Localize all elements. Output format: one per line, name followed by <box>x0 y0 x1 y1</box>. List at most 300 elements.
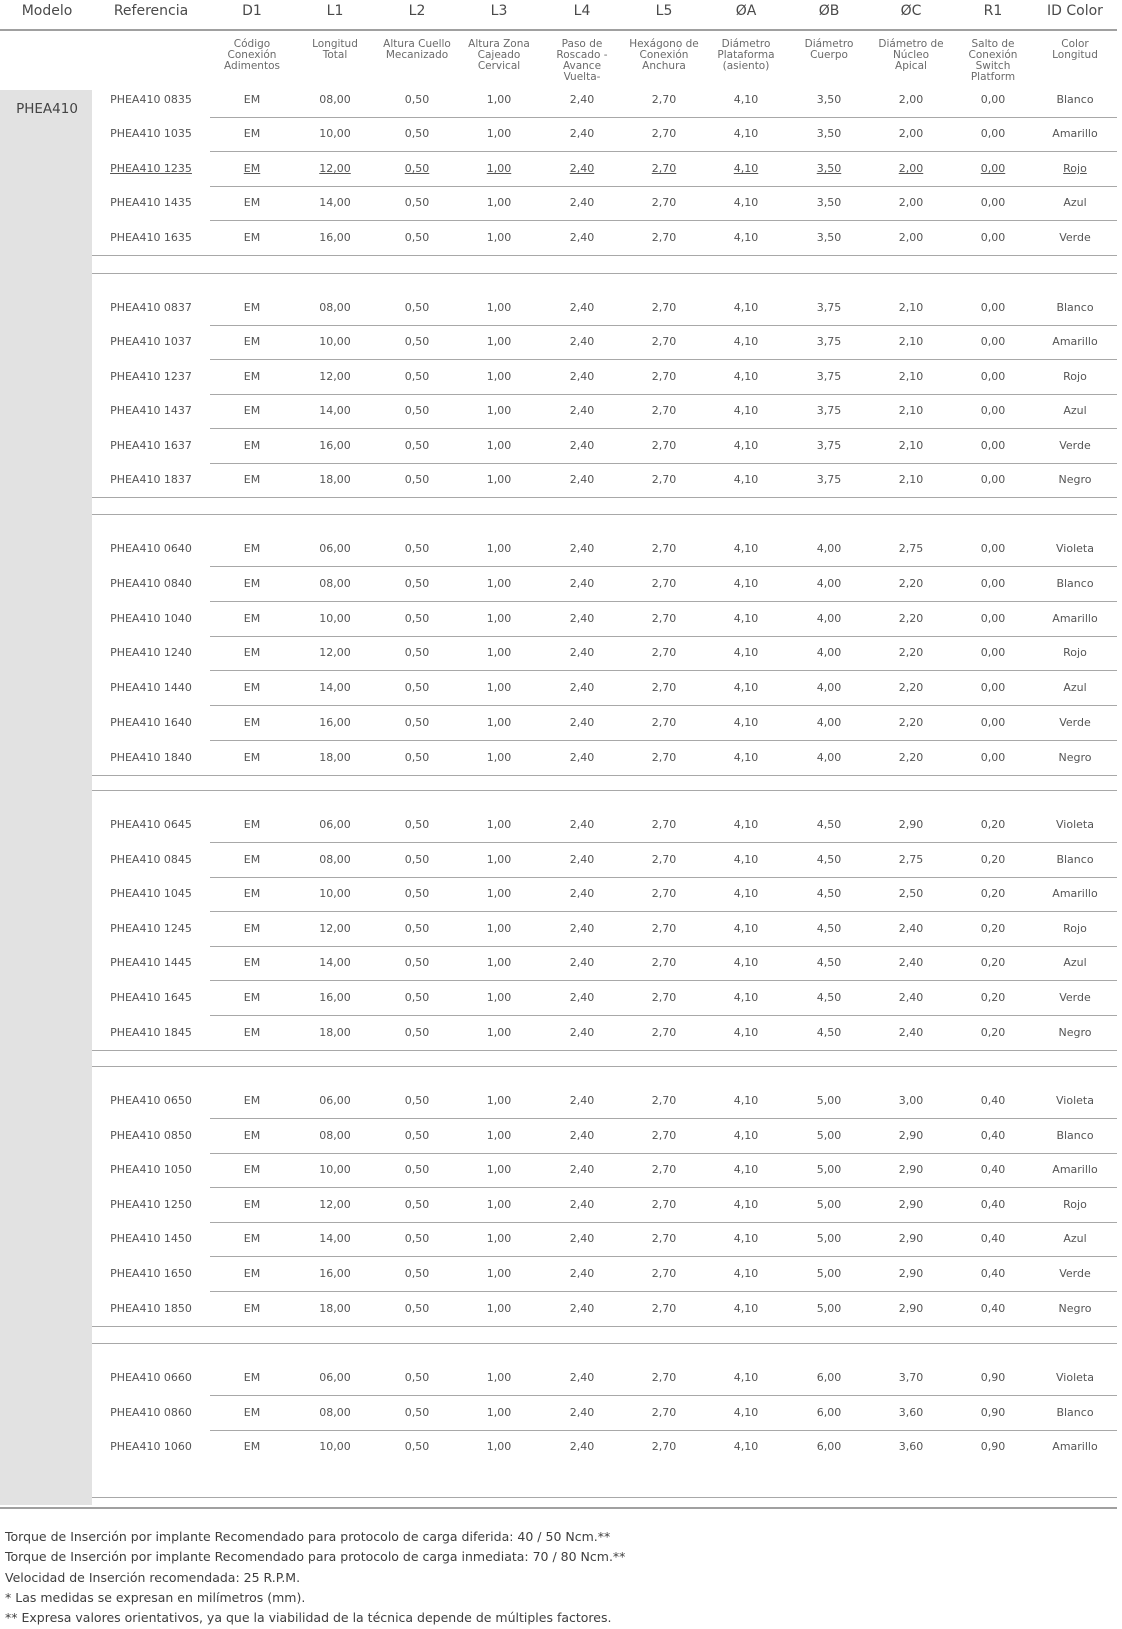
value-cell-r1: 0,40 <box>980 1198 1006 1211</box>
col-subheader-d1: Código Conexión Adimentos <box>224 38 280 72</box>
row-divider <box>210 601 1117 602</box>
value-cell-id: Azul <box>1063 1232 1087 1245</box>
value-cell-l4: 2,40 <box>569 1302 595 1315</box>
value-cell-l3: 1,00 <box>486 853 512 866</box>
value-cell-l2: 0,50 <box>404 1094 430 1107</box>
value-cell-ob: 4,00 <box>816 751 842 764</box>
value-cell-l4: 2,40 <box>569 404 595 417</box>
value-cell-l1: 10,00 <box>319 1163 351 1176</box>
value-cell-d1: EM <box>243 542 261 555</box>
col-header-oc: ØC <box>900 3 922 19</box>
value-cell-l5: 2,70 <box>651 1163 677 1176</box>
value-cell-l1: 16,00 <box>319 231 351 244</box>
value-cell-l4: 2,40 <box>569 1440 595 1453</box>
value-cell-r1: 0,00 <box>980 404 1006 417</box>
value-cell-l3: 1,00 <box>486 439 512 452</box>
value-cell-id: Amarillo <box>1052 1163 1098 1176</box>
value-cell-l2: 0,50 <box>404 439 430 452</box>
reference-cell: PHEA410 1037 <box>110 335 192 348</box>
reference-cell: PHEA410 1250 <box>110 1198 192 1211</box>
value-cell-d1: EM <box>243 473 261 486</box>
col-subheader-id: Color Longitud <box>1052 38 1098 61</box>
value-cell-id: Amarillo <box>1052 127 1098 140</box>
value-cell-l2: 0,50 <box>404 1406 430 1419</box>
value-cell-r1: 0,20 <box>980 818 1006 831</box>
value-cell-ob: 4,00 <box>816 681 842 694</box>
value-cell-oc: 2,00 <box>898 196 924 209</box>
value-cell-ob: 6,00 <box>816 1371 842 1384</box>
value-cell-d1: EM <box>243 404 261 417</box>
value-cell-l5: 2,70 <box>651 922 677 935</box>
value-cell-l5: 2,70 <box>651 1198 677 1211</box>
value-cell-l3: 1,00 <box>486 1026 512 1039</box>
value-cell-oa: 4,10 <box>733 439 759 452</box>
value-cell-id: Violeta <box>1056 1371 1094 1384</box>
row-divider <box>0 29 1117 31</box>
value-cell-l4: 2,40 <box>569 887 595 900</box>
value-cell-r1: 0,00 <box>980 577 1006 590</box>
value-cell-l4: 2,40 <box>569 577 595 590</box>
value-cell-d1: EM <box>243 127 261 140</box>
row-divider <box>92 790 1117 791</box>
value-cell-l4: 2,40 <box>569 542 595 555</box>
col-subheader-l4: Paso de Roscado -Avance Vuelta- <box>556 38 608 83</box>
value-cell-d1: EM <box>243 991 261 1004</box>
value-cell-ob: 3,75 <box>816 404 842 417</box>
value-cell-l1: 12,00 <box>319 1198 351 1211</box>
row-divider <box>210 566 1117 567</box>
value-cell-l1: 14,00 <box>319 956 351 969</box>
row-divider <box>210 359 1117 360</box>
value-cell-l1: 10,00 <box>319 127 351 140</box>
value-cell-r1: 0,00 <box>980 162 1006 175</box>
value-cell-id: Violeta <box>1056 542 1094 555</box>
row-divider <box>210 1256 1117 1257</box>
value-cell-ob: 3,75 <box>816 301 842 314</box>
value-cell-r1: 0,20 <box>980 1026 1006 1039</box>
row-divider <box>210 946 1117 947</box>
value-cell-l4: 2,40 <box>569 439 595 452</box>
value-cell-l3: 1,00 <box>486 1094 512 1107</box>
value-cell-ob: 3,50 <box>816 196 842 209</box>
row-divider <box>92 1326 1117 1327</box>
row-divider <box>0 1507 1117 1509</box>
row-divider <box>210 670 1117 671</box>
value-cell-oa: 4,10 <box>733 404 759 417</box>
reference-cell: PHEA410 1635 <box>110 231 192 244</box>
value-cell-r1: 0,00 <box>980 370 1006 383</box>
value-cell-oa: 4,10 <box>733 577 759 590</box>
value-cell-l2: 0,50 <box>404 1026 430 1039</box>
value-cell-ob: 3,50 <box>816 162 842 175</box>
value-cell-l2: 0,50 <box>404 1129 430 1142</box>
row-divider <box>210 1291 1117 1292</box>
value-cell-r1: 0,00 <box>980 542 1006 555</box>
value-cell-l3: 1,00 <box>486 1440 512 1453</box>
value-cell-l4: 2,40 <box>569 922 595 935</box>
value-cell-l5: 2,70 <box>651 991 677 1004</box>
value-cell-id: Rojo <box>1063 370 1087 383</box>
value-cell-d1: EM <box>243 1267 261 1280</box>
value-cell-l3: 1,00 <box>486 922 512 935</box>
reference-cell: PHEA410 1637 <box>110 439 192 452</box>
value-cell-l4: 2,40 <box>569 1198 595 1211</box>
value-cell-l2: 0,50 <box>404 542 430 555</box>
col-header-id: ID Color <box>1047 3 1103 19</box>
row-divider <box>210 1395 1117 1396</box>
value-cell-ob: 4,00 <box>816 612 842 625</box>
value-cell-id: Verde <box>1059 716 1091 729</box>
col-subheader-r1: Salto de Conexión Switch Platform <box>968 38 1018 83</box>
value-cell-ob: 4,50 <box>816 991 842 1004</box>
value-cell-ob: 3,50 <box>816 231 842 244</box>
value-cell-oa: 4,10 <box>733 818 759 831</box>
value-cell-ob: 5,00 <box>816 1198 842 1211</box>
value-cell-oa: 4,10 <box>733 1129 759 1142</box>
value-cell-id: Blanco <box>1056 301 1094 314</box>
value-cell-id: Amarillo <box>1052 335 1098 348</box>
value-cell-oc: 2,10 <box>898 335 924 348</box>
value-cell-oa: 4,10 <box>733 1440 759 1453</box>
value-cell-id: Azul <box>1063 196 1087 209</box>
reference-cell: PHEA410 1850 <box>110 1302 192 1315</box>
row-divider <box>210 1430 1117 1431</box>
value-cell-oa: 4,10 <box>733 887 759 900</box>
reference-cell: PHEA410 0835 <box>110 93 192 106</box>
reference-cell: PHEA410 1837 <box>110 473 192 486</box>
value-cell-l4: 2,40 <box>569 818 595 831</box>
col-subheader-ob: Diámetro Cuerpo <box>804 38 854 61</box>
value-cell-oc: 2,10 <box>898 301 924 314</box>
row-divider <box>210 117 1117 118</box>
value-cell-l2: 0,50 <box>404 887 430 900</box>
value-cell-l3: 1,00 <box>486 196 512 209</box>
row-divider <box>210 842 1117 843</box>
value-cell-ob: 5,00 <box>816 1267 842 1280</box>
value-cell-d1: EM <box>243 887 261 900</box>
value-cell-l4: 2,40 <box>569 681 595 694</box>
value-cell-id: Azul <box>1063 956 1087 969</box>
value-cell-oc: 2,90 <box>898 1129 924 1142</box>
value-cell-l5: 2,70 <box>651 162 677 175</box>
value-cell-r1: 0,00 <box>980 473 1006 486</box>
row-divider <box>92 1343 1117 1344</box>
value-cell-id: Rojo <box>1063 646 1087 659</box>
value-cell-l1: 16,00 <box>319 1267 351 1280</box>
value-cell-d1: EM <box>243 922 261 935</box>
value-cell-oa: 4,10 <box>733 646 759 659</box>
value-cell-l1: 14,00 <box>319 1232 351 1245</box>
value-cell-r1: 0,40 <box>980 1163 1006 1176</box>
value-cell-l2: 0,50 <box>404 301 430 314</box>
value-cell-l2: 0,50 <box>404 956 430 969</box>
reference-cell: PHEA410 1435 <box>110 196 192 209</box>
value-cell-l1: 18,00 <box>319 751 351 764</box>
value-cell-l2: 0,50 <box>404 1267 430 1280</box>
value-cell-l2: 0,50 <box>404 1198 430 1211</box>
value-cell-l3: 1,00 <box>486 887 512 900</box>
reference-cell: PHEA410 1445 <box>110 956 192 969</box>
value-cell-d1: EM <box>243 1198 261 1211</box>
value-cell-id: Azul <box>1063 404 1087 417</box>
value-cell-ob: 5,00 <box>816 1163 842 1176</box>
value-cell-oa: 4,10 <box>733 991 759 1004</box>
value-cell-l4: 2,40 <box>569 1232 595 1245</box>
value-cell-d1: EM <box>243 370 261 383</box>
value-cell-r1: 0,00 <box>980 646 1006 659</box>
col-subheader-l5: Hexágono de Conexión Anchura <box>629 38 699 72</box>
value-cell-ob: 3,50 <box>816 127 842 140</box>
reference-cell: PHEA410 1240 <box>110 646 192 659</box>
value-cell-oa: 4,10 <box>733 162 759 175</box>
value-cell-l1: 06,00 <box>319 1371 351 1384</box>
value-cell-l4: 2,40 <box>569 1371 595 1384</box>
value-cell-l2: 0,50 <box>404 751 430 764</box>
reference-cell: PHEA410 1650 <box>110 1267 192 1280</box>
value-cell-oa: 4,10 <box>733 1094 759 1107</box>
value-cell-id: Amarillo <box>1052 612 1098 625</box>
value-cell-ob: 4,50 <box>816 956 842 969</box>
reference-cell: PHEA410 1035 <box>110 127 192 140</box>
value-cell-d1: EM <box>243 93 261 106</box>
value-cell-l3: 1,00 <box>486 612 512 625</box>
value-cell-d1: EM <box>243 162 261 175</box>
value-cell-ob: 3,50 <box>816 93 842 106</box>
col-header-l3: L3 <box>490 3 508 19</box>
value-cell-l1: 08,00 <box>319 93 351 106</box>
value-cell-l1: 08,00 <box>319 577 351 590</box>
value-cell-ob: 6,00 <box>816 1406 842 1419</box>
value-cell-l5: 2,70 <box>651 439 677 452</box>
value-cell-oc: 2,10 <box>898 473 924 486</box>
value-cell-l3: 1,00 <box>486 162 512 175</box>
value-cell-l5: 2,70 <box>651 853 677 866</box>
value-cell-l1: 18,00 <box>319 1302 351 1315</box>
value-cell-l4: 2,40 <box>569 127 595 140</box>
value-cell-l3: 1,00 <box>486 473 512 486</box>
value-cell-l2: 0,50 <box>404 1232 430 1245</box>
value-cell-oc: 2,90 <box>898 1267 924 1280</box>
value-cell-l4: 2,40 <box>569 716 595 729</box>
value-cell-id: Azul <box>1063 681 1087 694</box>
value-cell-l1: 14,00 <box>319 196 351 209</box>
reference-cell: PHEA410 1050 <box>110 1163 192 1176</box>
value-cell-oa: 4,10 <box>733 1163 759 1176</box>
reference-cell: PHEA410 0850 <box>110 1129 192 1142</box>
value-cell-oc: 2,20 <box>898 716 924 729</box>
value-cell-l3: 1,00 <box>486 681 512 694</box>
value-cell-l2: 0,50 <box>404 612 430 625</box>
reference-cell: PHEA410 0860 <box>110 1406 192 1419</box>
col-header-modelo: Modelo <box>21 3 73 19</box>
value-cell-r1: 0,00 <box>980 301 1006 314</box>
value-cell-r1: 0,00 <box>980 93 1006 106</box>
value-cell-l4: 2,40 <box>569 93 595 106</box>
value-cell-oc: 2,50 <box>898 887 924 900</box>
row-divider <box>210 740 1117 741</box>
value-cell-id: Blanco <box>1056 577 1094 590</box>
value-cell-id: Blanco <box>1056 1129 1094 1142</box>
value-cell-id: Amarillo <box>1052 887 1098 900</box>
value-cell-ob: 5,00 <box>816 1094 842 1107</box>
value-cell-oc: 2,00 <box>898 93 924 106</box>
value-cell-l3: 1,00 <box>486 716 512 729</box>
value-cell-oa: 4,10 <box>733 751 759 764</box>
reference-cell: PHEA410 1235 <box>110 162 192 175</box>
reference-cell: PHEA410 1040 <box>110 612 192 625</box>
col-header-ob: ØB <box>818 3 840 19</box>
value-cell-oc: 2,00 <box>898 127 924 140</box>
value-cell-l3: 1,00 <box>486 991 512 1004</box>
value-cell-oc: 2,10 <box>898 370 924 383</box>
value-cell-oa: 4,10 <box>733 93 759 106</box>
row-divider <box>210 1118 1117 1119</box>
value-cell-r1: 0,00 <box>980 335 1006 348</box>
col-header-oa: ØA <box>735 3 757 19</box>
value-cell-l3: 1,00 <box>486 370 512 383</box>
value-cell-r1: 0,20 <box>980 991 1006 1004</box>
value-cell-id: Verde <box>1059 439 1091 452</box>
value-cell-oc: 2,90 <box>898 1232 924 1245</box>
value-cell-d1: EM <box>243 1026 261 1039</box>
value-cell-oc: 3,70 <box>898 1371 924 1384</box>
value-cell-ob: 4,00 <box>816 716 842 729</box>
value-cell-oc: 2,20 <box>898 646 924 659</box>
value-cell-d1: EM <box>243 1232 261 1245</box>
value-cell-l5: 2,70 <box>651 1129 677 1142</box>
value-cell-l1: 14,00 <box>319 404 351 417</box>
value-cell-r1: 0,20 <box>980 887 1006 900</box>
row-divider <box>210 911 1117 912</box>
value-cell-id: Verde <box>1059 991 1091 1004</box>
value-cell-l2: 0,50 <box>404 1163 430 1176</box>
value-cell-l5: 2,70 <box>651 473 677 486</box>
value-cell-l2: 0,50 <box>404 93 430 106</box>
value-cell-oa: 4,10 <box>733 335 759 348</box>
value-cell-l1: 16,00 <box>319 439 351 452</box>
value-cell-l5: 2,70 <box>651 196 677 209</box>
row-divider <box>210 980 1117 981</box>
value-cell-oc: 2,20 <box>898 751 924 764</box>
value-cell-l3: 1,00 <box>486 1406 512 1419</box>
value-cell-ob: 3,75 <box>816 335 842 348</box>
value-cell-l3: 1,00 <box>486 127 512 140</box>
value-cell-l4: 2,40 <box>569 1026 595 1039</box>
reference-cell: PHEA410 0650 <box>110 1094 192 1107</box>
value-cell-l5: 2,70 <box>651 127 677 140</box>
col-header-r1: R1 <box>983 3 1003 19</box>
value-cell-oc: 3,00 <box>898 1094 924 1107</box>
col-subheader-l1: Longitud Total <box>312 38 358 61</box>
value-cell-ob: 4,50 <box>816 818 842 831</box>
value-cell-d1: EM <box>243 196 261 209</box>
value-cell-l3: 1,00 <box>486 956 512 969</box>
value-cell-l1: 06,00 <box>319 818 351 831</box>
value-cell-l1: 12,00 <box>319 646 351 659</box>
value-cell-oc: 2,75 <box>898 853 924 866</box>
value-cell-r1: 0,40 <box>980 1094 1006 1107</box>
value-cell-l5: 2,70 <box>651 231 677 244</box>
value-cell-l1: 10,00 <box>319 335 351 348</box>
value-cell-l4: 2,40 <box>569 1406 595 1419</box>
value-cell-l4: 2,40 <box>569 301 595 314</box>
value-cell-l1: 16,00 <box>319 716 351 729</box>
col-header-l1: L1 <box>326 3 344 19</box>
value-cell-l5: 2,70 <box>651 612 677 625</box>
value-cell-id: Blanco <box>1056 93 1094 106</box>
value-cell-l2: 0,50 <box>404 577 430 590</box>
value-cell-d1: EM <box>243 646 261 659</box>
value-cell-oc: 2,90 <box>898 1163 924 1176</box>
value-cell-l3: 1,00 <box>486 301 512 314</box>
reference-cell: PHEA410 1245 <box>110 922 192 935</box>
value-cell-oc: 3,60 <box>898 1440 924 1453</box>
value-cell-l4: 2,40 <box>569 956 595 969</box>
value-cell-l2: 0,50 <box>404 473 430 486</box>
value-cell-oa: 4,10 <box>733 853 759 866</box>
value-cell-l4: 2,40 <box>569 751 595 764</box>
value-cell-d1: EM <box>243 1129 261 1142</box>
value-cell-oa: 4,10 <box>733 1302 759 1315</box>
value-cell-id: Negro <box>1058 751 1092 764</box>
row-divider <box>210 220 1117 221</box>
reference-cell: PHEA410 1845 <box>110 1026 192 1039</box>
value-cell-r1: 0,00 <box>980 196 1006 209</box>
value-cell-l4: 2,40 <box>569 231 595 244</box>
value-cell-l5: 2,70 <box>651 542 677 555</box>
row-divider <box>210 394 1117 395</box>
reference-cell: PHEA410 1645 <box>110 991 192 1004</box>
value-cell-r1: 0,00 <box>980 681 1006 694</box>
row-divider <box>92 255 1117 256</box>
col-subheader-l3: Altura Zona Cajeado Cervical <box>468 38 530 72</box>
model-name: PHEA410 <box>16 101 78 117</box>
note-line: Torque de Inserción por implante Recomendado para protocolo de carga diferida: 40 / 50 Ncm.** <box>5 1529 611 1544</box>
value-cell-oc: 3,60 <box>898 1406 924 1419</box>
value-cell-l5: 2,70 <box>651 956 677 969</box>
value-cell-l4: 2,40 <box>569 196 595 209</box>
value-cell-oc: 2,00 <box>898 162 924 175</box>
reference-cell: PHEA410 0837 <box>110 301 192 314</box>
value-cell-l5: 2,70 <box>651 818 677 831</box>
value-cell-oa: 4,10 <box>733 1267 759 1280</box>
value-cell-r1: 0,40 <box>980 1267 1006 1280</box>
value-cell-oa: 4,10 <box>733 956 759 969</box>
row-divider <box>210 186 1117 187</box>
value-cell-oa: 4,10 <box>733 1406 759 1419</box>
value-cell-oc: 2,10 <box>898 439 924 452</box>
row-divider <box>210 428 1117 429</box>
value-cell-l3: 1,00 <box>486 231 512 244</box>
value-cell-d1: EM <box>243 751 261 764</box>
value-cell-l2: 0,50 <box>404 991 430 1004</box>
value-cell-oc: 2,40 <box>898 956 924 969</box>
model-column-band <box>0 90 92 1505</box>
value-cell-l5: 2,70 <box>651 1406 677 1419</box>
value-cell-l5: 2,70 <box>651 577 677 590</box>
row-divider <box>210 1187 1117 1188</box>
value-cell-l5: 2,70 <box>651 1302 677 1315</box>
row-divider <box>92 1066 1117 1067</box>
reference-cell: PHEA410 1437 <box>110 404 192 417</box>
value-cell-oa: 4,10 <box>733 196 759 209</box>
value-cell-id: Rojo <box>1063 162 1087 175</box>
value-cell-l1: 12,00 <box>319 370 351 383</box>
value-cell-l3: 1,00 <box>486 1302 512 1315</box>
notes-block <box>5 1527 625 1628</box>
row-divider <box>210 463 1117 464</box>
value-cell-oa: 4,10 <box>733 1232 759 1245</box>
